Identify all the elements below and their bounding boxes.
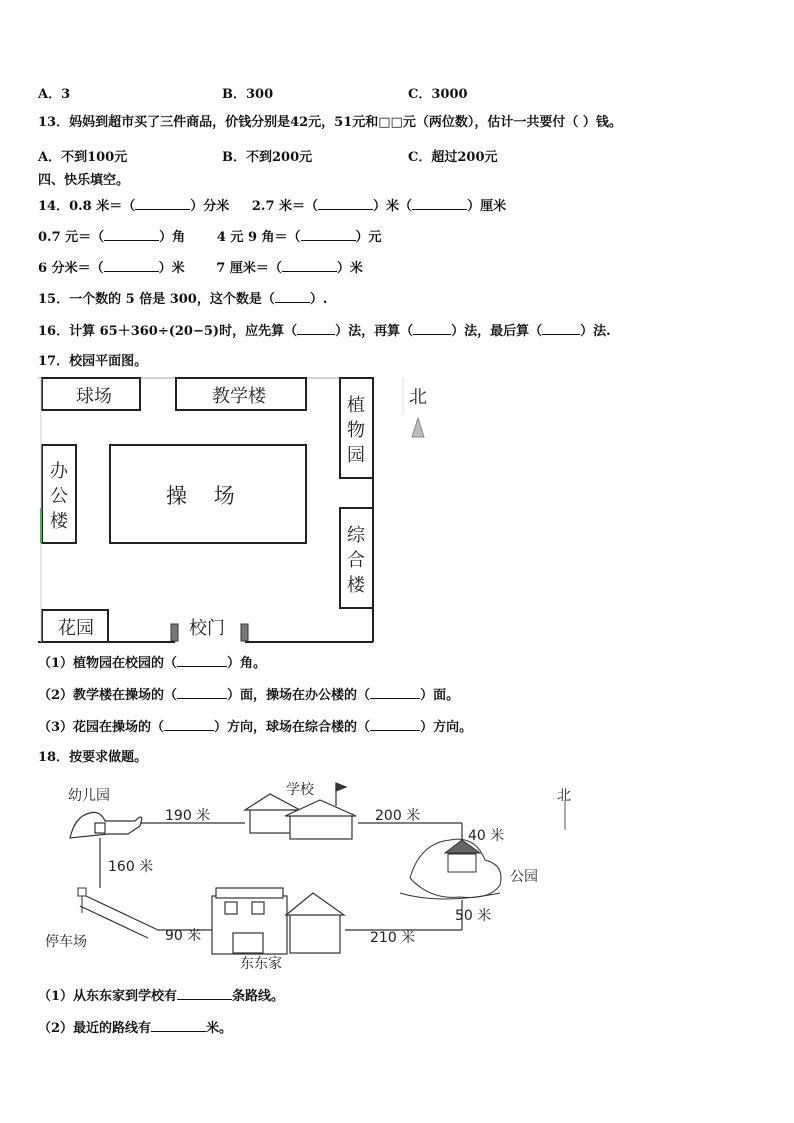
route-map bbox=[40, 778, 590, 978]
q14-r3b: ）米 bbox=[158, 261, 185, 276]
q14-r1b: ）分米 bbox=[190, 199, 230, 214]
ball-field-label: 球场 bbox=[76, 386, 112, 407]
office-char-2: 公 bbox=[50, 486, 68, 507]
north-label-2: 北 bbox=[557, 788, 571, 804]
distance-90: 90 米 bbox=[165, 928, 202, 944]
q18-title: 18．按要求做题。 bbox=[38, 750, 148, 765]
q14-row3 bbox=[38, 259, 363, 278]
school-label: 学校 bbox=[286, 782, 314, 798]
blank[interactable] bbox=[177, 654, 227, 667]
q18-s1a: （1）从东东家到学校有 bbox=[38, 989, 178, 1004]
q17-s3a: （3）花园在操场的（ bbox=[38, 720, 165, 735]
blank[interactable] bbox=[370, 686, 420, 699]
botanical-char-2: 物 bbox=[347, 420, 365, 441]
q13-option-c: C．超过200元 bbox=[408, 150, 498, 165]
kindergarten-label: 幼儿园 bbox=[68, 788, 110, 804]
blank[interactable] bbox=[413, 322, 451, 335]
q18-s1b: 条路线。 bbox=[232, 989, 285, 1004]
botanical-char-1: 植 bbox=[347, 395, 365, 416]
campus-map bbox=[38, 375, 438, 650]
q14-r2b: ）角 bbox=[159, 230, 186, 245]
q17-s3b: ）方向，球场在综合楼的（ bbox=[214, 720, 371, 735]
north-arrow-icon bbox=[412, 418, 424, 437]
complex-char-2: 合 bbox=[347, 550, 365, 571]
q12-option-c: C．3000 bbox=[408, 87, 468, 102]
q14-r1e: ）厘米 bbox=[467, 199, 507, 214]
park-label: 公园 bbox=[510, 869, 538, 885]
q13-option-b: B．不到200元 bbox=[222, 150, 313, 165]
blank[interactable] bbox=[104, 228, 159, 241]
office-char-3: 楼 bbox=[50, 511, 68, 532]
blank[interactable] bbox=[177, 686, 227, 699]
complex-char-1: 综 bbox=[347, 525, 365, 546]
q14-row1 bbox=[38, 197, 506, 216]
gate-label: 校门 bbox=[189, 618, 225, 639]
distance-40: 40 米 bbox=[468, 828, 505, 844]
parking-icon bbox=[78, 888, 86, 913]
blank[interactable] bbox=[301, 228, 356, 241]
q14-r3a: 6 分米＝（ bbox=[38, 261, 104, 276]
distance-160: 160 米 bbox=[108, 859, 154, 875]
q16-b: ）法，再算（ bbox=[335, 324, 414, 339]
distance-50: 50 米 bbox=[455, 908, 492, 924]
q14-r2d: ）元 bbox=[355, 230, 382, 245]
q17-sub1 bbox=[38, 654, 266, 673]
q14-r1d: ）米（ bbox=[373, 199, 413, 214]
q14-row2 bbox=[38, 228, 382, 247]
q17-s3c: ）方向。 bbox=[420, 720, 473, 735]
playground-label: 操 场 bbox=[166, 484, 235, 508]
q15-a: 15．一个数的 5 倍是 300，这个数是（ bbox=[38, 292, 275, 307]
section4-title: 四、快乐填空。 bbox=[38, 173, 130, 188]
q17-s2b: ）面，操场在办公楼的（ bbox=[227, 688, 371, 703]
q16-c: ）法，最后算（ bbox=[451, 324, 543, 339]
q18-sub1 bbox=[38, 987, 284, 1006]
garden-label: 花园 bbox=[58, 618, 94, 639]
q13-text: 13．妈妈到超市买了三件商品，价钱分别是42元，51元和□□元（两位数），估计一共要付（ ）钱。 bbox=[38, 115, 622, 130]
blank[interactable] bbox=[135, 197, 190, 210]
q14-r1c: 2.7 米＝（ bbox=[251, 199, 319, 214]
blank[interactable] bbox=[104, 259, 159, 272]
blank[interactable] bbox=[151, 1019, 206, 1032]
blank[interactable] bbox=[318, 197, 373, 210]
blank[interactable] bbox=[164, 718, 214, 731]
q15-b: ）. bbox=[309, 292, 328, 307]
complex-char-3: 楼 bbox=[347, 575, 365, 596]
q17-s1b: ）角。 bbox=[227, 656, 267, 671]
q17-sub2 bbox=[38, 686, 459, 705]
distance-210: 210 米 bbox=[370, 930, 416, 946]
q17-s2c: ）面。 bbox=[420, 688, 460, 703]
distance-200: 200 米 bbox=[375, 808, 421, 824]
q14-r3d: ）米 bbox=[336, 261, 363, 276]
distance-190: 190 米 bbox=[165, 808, 211, 824]
office-char-1: 办 bbox=[50, 461, 68, 482]
q17-sub3 bbox=[38, 718, 472, 737]
blank[interactable] bbox=[177, 987, 232, 1000]
q17-s2a: （2）教学楼在操场的（ bbox=[38, 688, 178, 703]
q17-title: 17．校园平面图。 bbox=[38, 354, 148, 369]
q18-s2b: 米。 bbox=[206, 1021, 233, 1036]
teaching-building-label: 教学楼 bbox=[212, 386, 266, 407]
blank[interactable] bbox=[412, 197, 467, 210]
q16-d: ）法. bbox=[580, 324, 611, 339]
blank[interactable] bbox=[275, 290, 310, 303]
q14-r2c: 4 元 9 角＝（ bbox=[216, 230, 301, 245]
botanical-char-3: 园 bbox=[347, 445, 365, 466]
blank[interactable] bbox=[282, 259, 337, 272]
park-icon bbox=[400, 839, 501, 899]
north-label: 北 bbox=[409, 387, 427, 408]
blank[interactable] bbox=[297, 322, 335, 335]
parking-label: 停车场 bbox=[45, 934, 87, 950]
q18-sub2 bbox=[38, 1019, 232, 1038]
home-icon bbox=[212, 888, 344, 954]
q17-s1a: （1）植物园在校园的（ bbox=[38, 656, 178, 671]
home-label: 东东家 bbox=[240, 956, 282, 972]
q16-a: 16．计算 65＋360÷(20−5)时，应先算（ bbox=[38, 324, 298, 339]
q12-option-a: A．3 bbox=[38, 87, 71, 102]
q14-r2a: 0.7 元＝（ bbox=[38, 230, 105, 245]
q13-option-a: A．不到100元 bbox=[38, 150, 128, 165]
q16 bbox=[38, 322, 611, 341]
blank[interactable] bbox=[370, 718, 420, 731]
q14-r1a: 14．0.8 米＝（ bbox=[38, 199, 136, 214]
kindergarten-icon bbox=[70, 812, 142, 838]
q12-option-b: B．300 bbox=[222, 87, 274, 102]
q14-r3c: 7 厘米＝（ bbox=[216, 261, 282, 276]
q15 bbox=[38, 290, 327, 309]
blank[interactable] bbox=[542, 322, 580, 335]
q18-s2a: （2）最近的路线有 bbox=[38, 1021, 152, 1036]
